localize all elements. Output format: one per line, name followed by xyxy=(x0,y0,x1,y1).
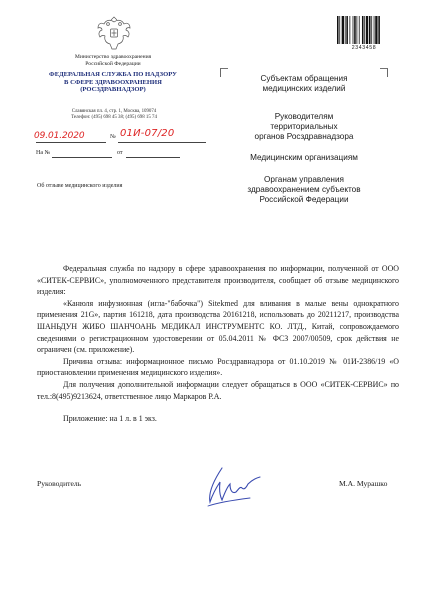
barcode-bar xyxy=(366,16,368,44)
service-address xyxy=(38,109,190,121)
body-paragraph: «Канюля инфузионная (игла-"бабочка") Sitekmed для вливания в малые вены однократного применения 21G», партия 161218, дата производства 20161218, использовать до 20211217, производства ШАНЬДУН ЖИБО ШАНЧОАНЬ МЕДИКАЛ ИНСТРУМЕНТС КО. ЛТД., Китай, сопровождаемого сведениями о регистрационном удостоверении от 05.04.2011 № ФСЗ 2007/00509, срок действия не ограничен (см. приложение). xyxy=(37,298,399,355)
recipient-line: здравоохранением субъектов xyxy=(247,185,361,194)
reply-number-underline xyxy=(52,157,112,158)
barcode-bar xyxy=(359,16,360,44)
recipient-line: Российской Федерации xyxy=(259,195,349,204)
barcode-bar xyxy=(346,16,348,44)
date-underline xyxy=(36,142,106,143)
handwritten-number: 01И-07/20 xyxy=(120,128,175,139)
barcode-bar xyxy=(353,16,354,44)
service-line: (РОСЗДРАВНАДЗОР) xyxy=(80,86,146,94)
body-paragraph: Причина отзыва: информационное письмо Росздравнадзора от 01.10.2019 № 01И-2386/19 «О приостановлении применения медицинского изделия». xyxy=(37,356,399,378)
signatory-name: М.А. Мурашко xyxy=(339,479,388,488)
barcode-bar xyxy=(374,16,375,44)
barcode-bar xyxy=(371,16,372,44)
barcode-bar xyxy=(354,16,356,44)
barcode-number: 2343458 xyxy=(351,45,377,51)
barcode-bar xyxy=(369,16,371,44)
reply-to-number-label: На № xyxy=(36,150,51,156)
service-line: ФЕДЕРАЛЬНАЯ СЛУЖБА ПО НАДЗОРУ xyxy=(49,71,177,78)
signatory-title: Руководитель xyxy=(37,479,82,488)
attachment-note: Приложение: на 1 л. в 1 экз. xyxy=(63,414,157,424)
recipient-line: Органам управления xyxy=(264,175,344,184)
barcode-bar xyxy=(357,16,358,44)
recipient-group xyxy=(220,112,388,142)
ministry-line: Российской Федерации xyxy=(85,60,141,67)
recipient-group xyxy=(220,74,388,94)
reply-date-underline xyxy=(126,157,180,158)
barcode-bar xyxy=(364,16,365,44)
ministry-line: Министерство здравоохранения xyxy=(74,54,152,60)
barcode xyxy=(337,16,391,44)
barcode-bar xyxy=(362,16,364,44)
address-line: Телефон: (495) 698 45 38; (495) 698 15 74 xyxy=(71,115,157,121)
recipient-line: медицинских изделий xyxy=(262,84,346,93)
number-label: № xyxy=(110,134,116,140)
service-line: В СФЕРЕ ЗДРАВООХРАНЕНИЯ xyxy=(64,78,162,86)
reply-date-label: от xyxy=(117,150,123,156)
letter-body xyxy=(37,263,399,425)
handwritten-signature-icon xyxy=(200,462,264,512)
body-paragraph: Для получения дополнительной информации следует обращаться в ООО «СИТЕК-СЕРВИС» по тел.:8(495)9213624, ответственное лицо Маркаров Р.А. xyxy=(37,379,399,401)
body-paragraph: Федеральная служба по надзору в сфере здравоохранения по информации, полученной от ООО «СИТЕК-СЕРВИС», уполномоченного представителя производителя, сообщает об отзыве медицинского изделия: xyxy=(37,264,399,297)
barcode-bar xyxy=(337,16,339,44)
recipient-line: Медицинским организациям xyxy=(250,153,358,162)
handwritten-date: 09.01.2020 xyxy=(34,131,85,141)
barcode-bar xyxy=(378,16,380,44)
barcode-bar xyxy=(342,16,344,44)
service-name xyxy=(34,71,192,94)
recipient-line: Субъектам обращения xyxy=(260,74,348,83)
address-line: Славянская пл. 4, стр. 1, Москва, 109074 xyxy=(71,109,157,114)
recipient-line: территориальных xyxy=(270,122,338,131)
recipient-group xyxy=(220,175,388,205)
recipient-line: органов Росздравнадзора xyxy=(254,132,354,141)
number-underline xyxy=(118,142,206,143)
barcode-bar xyxy=(345,16,346,44)
recipient-group xyxy=(220,153,388,163)
letter-subject: Об отзыве медицинского изделия xyxy=(37,183,123,189)
double-headed-eagle-icon xyxy=(94,16,134,52)
recipient-line: Руководителям xyxy=(274,112,334,121)
ministry-name xyxy=(38,54,188,67)
barcode-bar xyxy=(375,16,377,44)
barcode-bar xyxy=(339,16,340,44)
barcode-bar xyxy=(349,16,350,44)
